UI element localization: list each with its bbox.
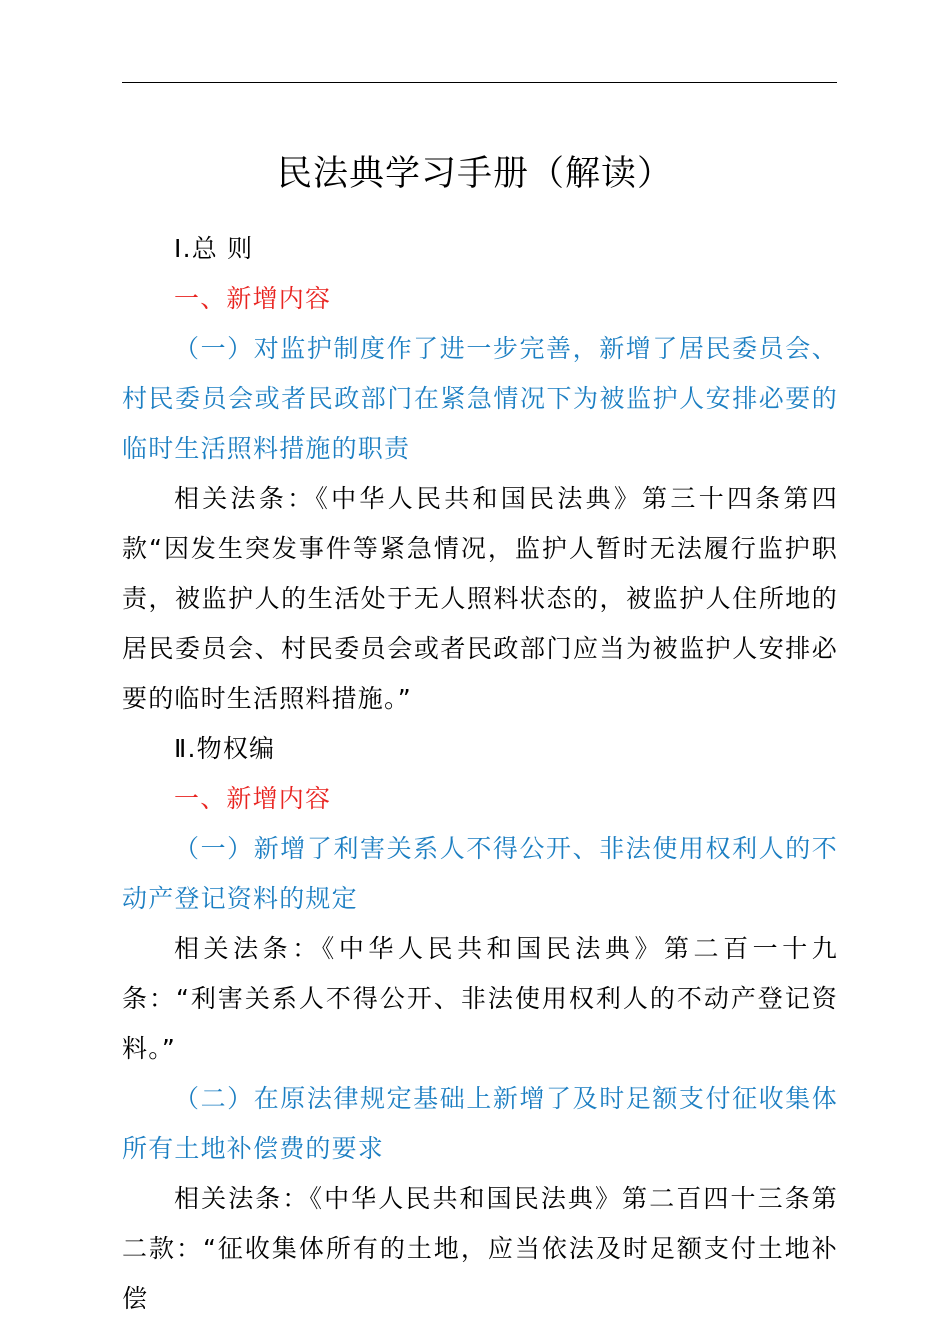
section-heading-general: Ⅰ.总 则 <box>174 234 254 263</box>
law-citation: 相关法条：《中华人民共和国民法典》第三十四条第四款“因发生突发事件等紧急情况，监护人暂时无法履行监护职责，被监护人的生活处于无人照料状态的，被监护人住所地的居民委员会、村民委员会或者民政部门应当为被监护人安排必要的临时生活照料措施。” <box>122 484 838 713</box>
item-title: （一）对监护制度作了进一步完善，新增了居民委员会、村民委员会或者民政部门在紧急情况下为被监护人安排必要的临时生活照料措施的职责 <box>122 334 838 463</box>
subheading-new-content: 一、新增内容 <box>174 284 332 313</box>
header-rule <box>122 82 837 83</box>
subheading-new-content: 一、新增内容 <box>174 784 332 813</box>
item-title: （二）在原法律规定基础上新增了及时足额支付征收集体所有土地补偿费的要求 <box>122 1084 838 1163</box>
law-citation: 相关法条：《中华人民共和国民法典》第二百四十三条第二款：“征收集体所有的土地，应当依法及时足额支付土地补偿 <box>122 1184 838 1313</box>
page-title: 民法典学习手册（解读） <box>276 154 673 194</box>
law-citation: 相关法条：《中华人民共和国民法典》第二百一十九条：“利害关系人不得公开、非法使用权利人的不动产登记资料。” <box>122 934 838 1063</box>
item-title: （一）新增了利害关系人不得公开、非法使用权利人的不动产登记资料的规定 <box>122 834 838 913</box>
section-heading-property: Ⅱ.物权编 <box>174 734 276 763</box>
document-body <box>122 224 838 1324</box>
